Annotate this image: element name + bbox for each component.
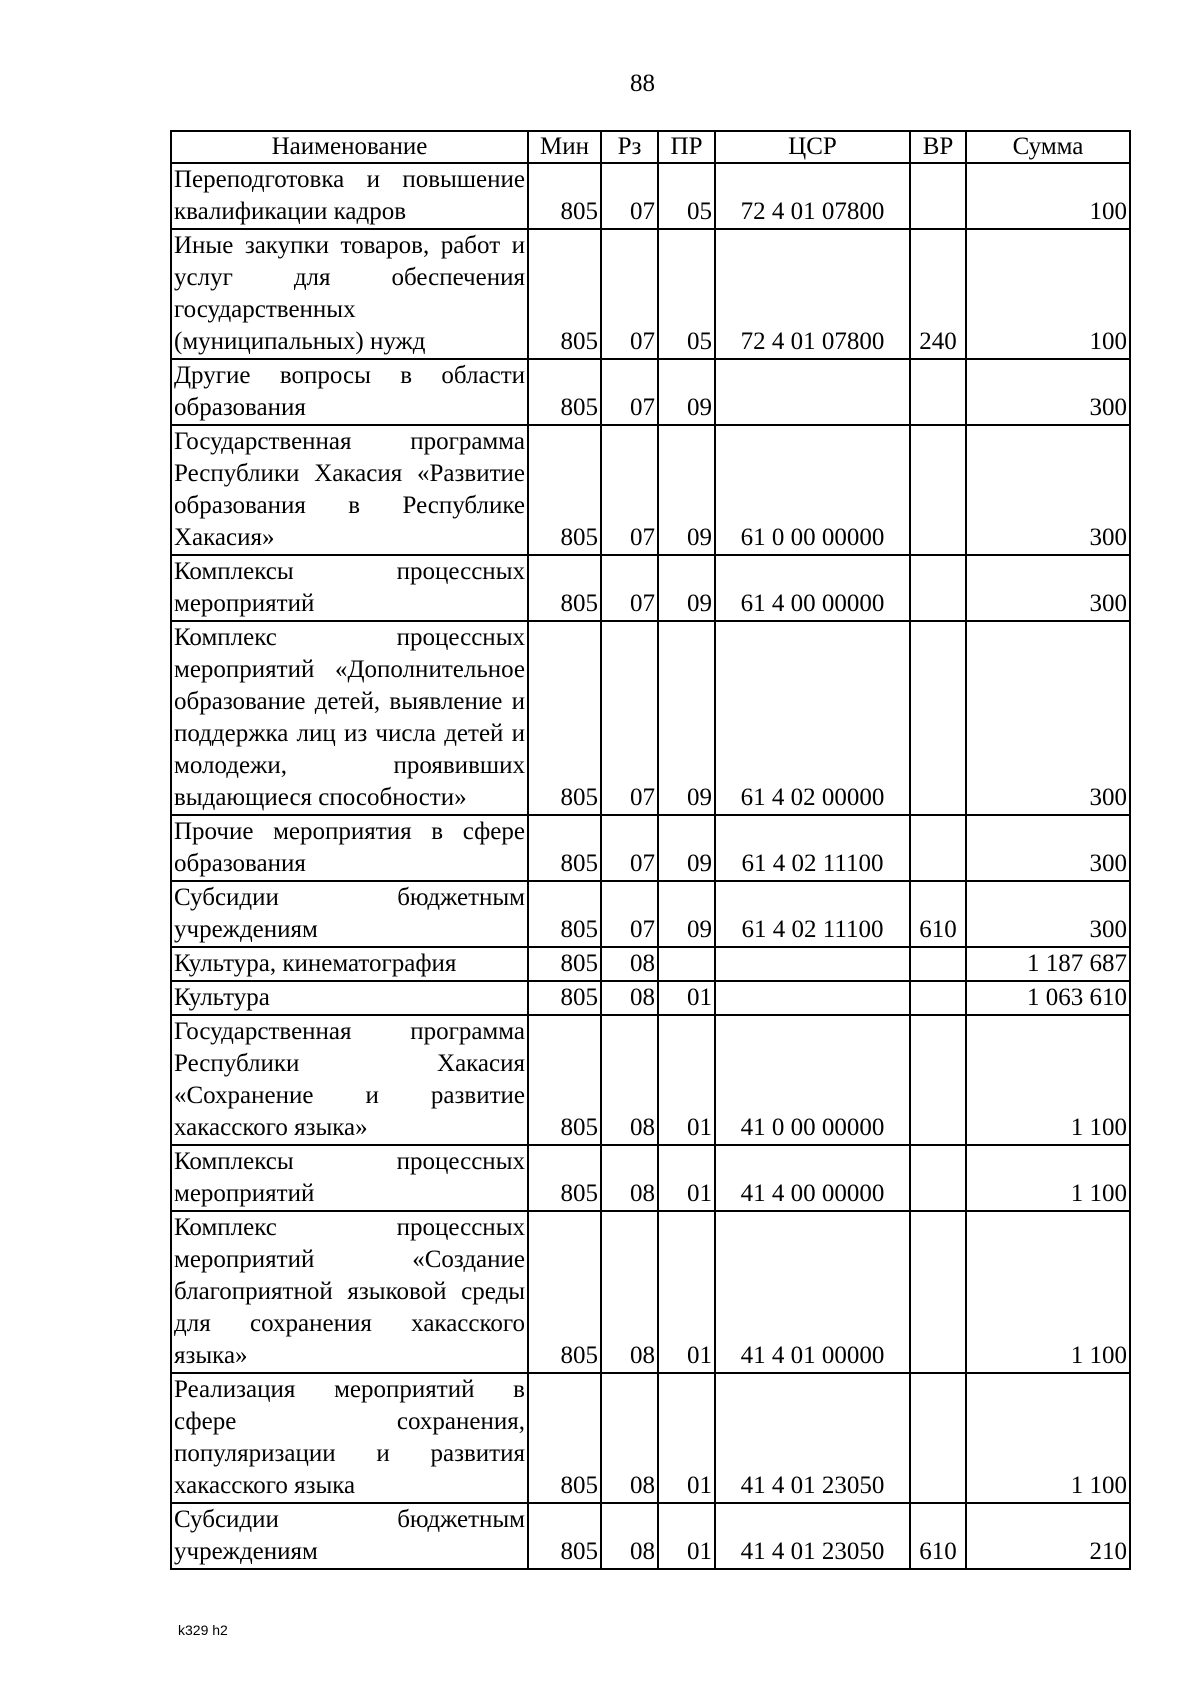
cell-name: Культура	[171, 981, 528, 1015]
cell-vr	[910, 1373, 966, 1503]
cell-min: 805	[528, 621, 601, 815]
header-vr: ВР	[910, 131, 966, 163]
cell-csr: 72 4 01 07800	[715, 163, 910, 229]
cell-name: Культура, кинематография	[171, 947, 528, 981]
cell-pr: 01	[658, 1015, 715, 1145]
cell-name: Прочие мероприятия в сфере образования	[171, 815, 528, 881]
header-rz: Рз	[601, 131, 658, 163]
footer-code: k329 h2	[178, 1622, 228, 1638]
cell-name: Государственная программа Республики Хакасия «Развитие образования в Республике Хакасия»	[171, 425, 528, 555]
table-row	[171, 947, 1130, 981]
cell-min: 805	[528, 359, 601, 425]
cell-sum: 1 100	[966, 1211, 1130, 1373]
cell-rz: 07	[601, 555, 658, 621]
cell-rz: 07	[601, 815, 658, 881]
cell-sum: 300	[966, 425, 1130, 555]
cell-csr: 41 4 01 00000	[715, 1211, 910, 1373]
table-row	[171, 1373, 1130, 1503]
cell-sum: 300	[966, 815, 1130, 881]
cell-csr: 61 4 02 00000	[715, 621, 910, 815]
cell-csr: 41 4 01 23050	[715, 1503, 910, 1569]
cell-vr	[910, 1015, 966, 1145]
cell-vr	[910, 621, 966, 815]
cell-csr	[715, 359, 910, 425]
cell-min: 805	[528, 881, 601, 947]
table-row	[171, 621, 1130, 815]
cell-name: Комплекс процессных мероприятий «Создание благоприятной языковой среды для сохранения хакасского языка»	[171, 1211, 528, 1373]
cell-vr	[910, 425, 966, 555]
cell-rz: 08	[601, 1373, 658, 1503]
cell-pr	[658, 947, 715, 981]
cell-vr	[910, 163, 966, 229]
cell-csr: 61 0 00 00000	[715, 425, 910, 555]
cell-min: 805	[528, 1145, 601, 1211]
cell-name: Комплексы процессных мероприятий	[171, 555, 528, 621]
cell-min: 805	[528, 1211, 601, 1373]
cell-name: Переподготовка и повышение квалификации кадров	[171, 163, 528, 229]
cell-pr: 09	[658, 621, 715, 815]
table-row	[171, 1145, 1130, 1211]
cell-name: Другие вопросы в области образования	[171, 359, 528, 425]
cell-vr	[910, 359, 966, 425]
cell-csr: 41 4 01 23050	[715, 1373, 910, 1503]
cell-name: Реализация мероприятий в сфере сохранения, популяризации и развития хакасского языка	[171, 1373, 528, 1503]
cell-sum: 100	[966, 163, 1130, 229]
cell-name: Комплексы процессных мероприятий	[171, 1145, 528, 1211]
page-number: 88	[630, 70, 655, 97]
cell-csr: 61 4 02 11100	[715, 881, 910, 947]
cell-min: 805	[528, 555, 601, 621]
table-row	[171, 981, 1130, 1015]
cell-min: 805	[528, 1015, 601, 1145]
cell-rz: 08	[601, 1145, 658, 1211]
table-row	[171, 1211, 1130, 1373]
table-row	[171, 359, 1130, 425]
cell-pr: 09	[658, 425, 715, 555]
cell-csr: 61 4 02 11100	[715, 815, 910, 881]
cell-csr: 41 4 00 00000	[715, 1145, 910, 1211]
cell-vr: 240	[910, 229, 966, 359]
cell-pr: 05	[658, 229, 715, 359]
cell-name: Иные закупки товаров, работ и услуг для обеспечения государственных (муниципальных) нужд	[171, 229, 528, 359]
table-row	[171, 425, 1130, 555]
cell-csr	[715, 947, 910, 981]
cell-pr: 01	[658, 981, 715, 1015]
cell-sum: 300	[966, 621, 1130, 815]
cell-sum: 210	[966, 1503, 1130, 1569]
table-row	[171, 815, 1130, 881]
cell-csr: 61 4 00 00000	[715, 555, 910, 621]
cell-csr: 72 4 01 07800	[715, 229, 910, 359]
header-csr: ЦСР	[715, 131, 910, 163]
cell-vr	[910, 981, 966, 1015]
cell-vr: 610	[910, 881, 966, 947]
cell-min: 805	[528, 425, 601, 555]
cell-sum: 300	[966, 881, 1130, 947]
cell-sum: 1 100	[966, 1145, 1130, 1211]
cell-vr	[910, 815, 966, 881]
cell-pr: 01	[658, 1373, 715, 1503]
table-row	[171, 229, 1130, 359]
cell-rz: 07	[601, 163, 658, 229]
header-pr: ПР	[658, 131, 715, 163]
cell-min: 805	[528, 163, 601, 229]
cell-min: 805	[528, 229, 601, 359]
cell-sum: 300	[966, 359, 1130, 425]
table-row	[171, 1015, 1130, 1145]
cell-pr: 01	[658, 1145, 715, 1211]
cell-sum: 1 100	[966, 1373, 1130, 1503]
cell-rz: 08	[601, 947, 658, 981]
table-row	[171, 1503, 1130, 1569]
table-row	[171, 881, 1130, 947]
cell-vr	[910, 947, 966, 981]
cell-min: 805	[528, 815, 601, 881]
cell-rz: 08	[601, 1503, 658, 1569]
cell-pr: 09	[658, 555, 715, 621]
cell-rz: 08	[601, 1211, 658, 1373]
cell-pr: 09	[658, 881, 715, 947]
cell-pr: 01	[658, 1211, 715, 1373]
cell-name: Субсидии бюджетным учреждениям	[171, 1503, 528, 1569]
cell-sum: 1 063 610	[966, 981, 1130, 1015]
cell-sum: 1 187 687	[966, 947, 1130, 981]
header-name: Наименование	[171, 131, 528, 163]
cell-pr: 05	[658, 163, 715, 229]
cell-csr: 41 0 00 00000	[715, 1015, 910, 1145]
cell-pr: 09	[658, 359, 715, 425]
cell-sum: 1 100	[966, 1015, 1130, 1145]
cell-rz: 07	[601, 359, 658, 425]
cell-sum: 300	[966, 555, 1130, 621]
table-row	[171, 555, 1130, 621]
cell-min: 805	[528, 981, 601, 1015]
cell-name: Комплекс процессных мероприятий «Дополнительное образование детей, выявление и поддержка лиц из числа детей и молодежи, проявивших выдающиеся способности»	[171, 621, 528, 815]
table-header-row	[171, 131, 1130, 163]
cell-vr	[910, 555, 966, 621]
cell-rz: 08	[601, 981, 658, 1015]
budget-table	[170, 130, 1131, 1570]
cell-pr: 09	[658, 815, 715, 881]
cell-vr: 610	[910, 1503, 966, 1569]
header-min: Мин	[528, 131, 601, 163]
cell-pr: 01	[658, 1503, 715, 1569]
cell-min: 805	[528, 1503, 601, 1569]
cell-rz: 08	[601, 1015, 658, 1145]
cell-vr	[910, 1145, 966, 1211]
cell-name: Государственная программа Республики Хакасия «Сохранение и развитие хакасского языка»	[171, 1015, 528, 1145]
cell-rz: 07	[601, 621, 658, 815]
cell-rz: 07	[601, 425, 658, 555]
cell-csr	[715, 981, 910, 1015]
header-sum: Сумма	[966, 131, 1130, 163]
cell-sum: 100	[966, 229, 1130, 359]
cell-rz: 07	[601, 881, 658, 947]
cell-name: Субсидии бюджетным учреждениям	[171, 881, 528, 947]
cell-min: 805	[528, 1373, 601, 1503]
cell-rz: 07	[601, 229, 658, 359]
table-row	[171, 163, 1130, 229]
cell-min: 805	[528, 947, 601, 981]
cell-vr	[910, 1211, 966, 1373]
